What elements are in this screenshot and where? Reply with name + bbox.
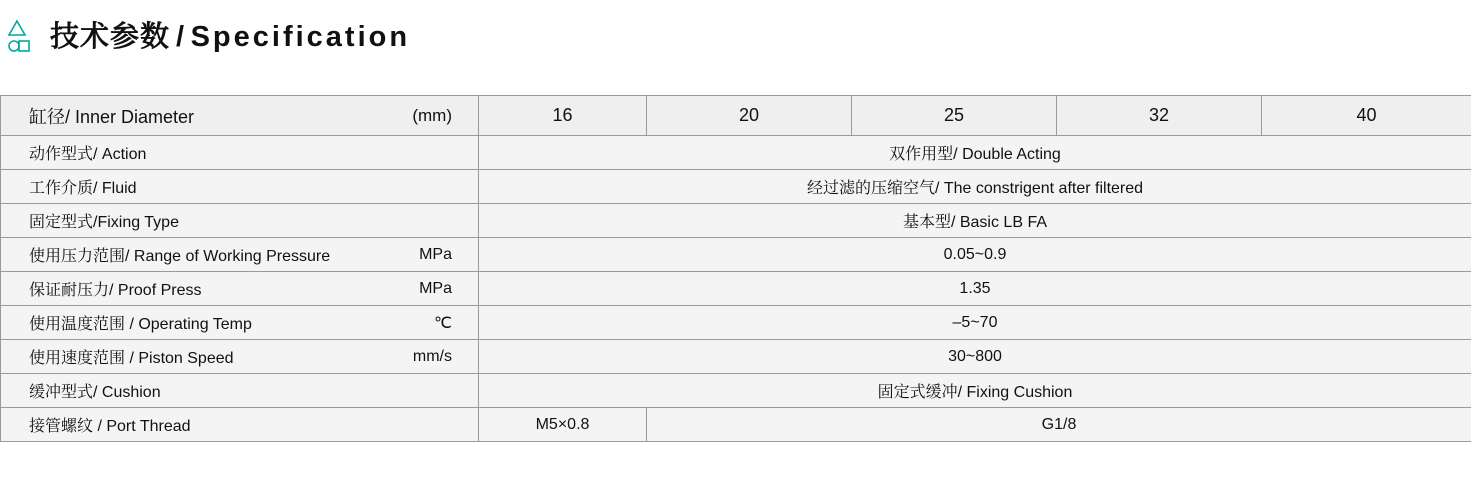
row-label-text: 缓冲型式/ Cushion <box>29 384 161 401</box>
row-label-unit: MPa <box>419 245 452 263</box>
row-label-text: 保证耐压力/ Proof Press <box>29 282 202 299</box>
size-cell-20: 20 <box>647 96 852 136</box>
row-label-fixing-type <box>1 204 479 238</box>
row-label-text: 固定型式/Fixing Type <box>29 214 179 231</box>
table-header-row <box>1 96 1471 136</box>
table-row <box>1 238 1471 272</box>
row-label-action <box>1 136 479 170</box>
row-value-working-pressure: 0.05~0.9 <box>479 238 1471 272</box>
row-value-fixing-type: 基本型/ Basic LB FA <box>479 204 1471 238</box>
row-label-text: 动作型式/ Action <box>29 146 147 163</box>
triangle-circle-square-logo-icon <box>6 17 40 57</box>
table-row <box>1 340 1471 374</box>
table-row <box>1 170 1471 204</box>
row-label-cushion <box>1 374 479 408</box>
row-value-action: 双作用型/ Double Acting <box>479 136 1471 170</box>
row-value-fluid: 经过滤的压缩空气/ The constrigent after filtered <box>479 170 1471 204</box>
row-label-proof-press <box>1 272 479 306</box>
page-title-cn: 技术参数 <box>50 20 171 53</box>
table-row <box>1 272 1471 306</box>
row-value-cushion: 固定式缓冲/ Fixing Cushion <box>479 374 1471 408</box>
row-value-port-thread-left: M5×0.8 <box>479 408 647 442</box>
table-row <box>1 136 1471 170</box>
row-label-text: 接管螺纹 / Port Thread <box>29 418 191 435</box>
row-label-text: 使用压力范围/ Range of Working Pressure <box>29 248 331 265</box>
table-row <box>1 408 1471 442</box>
page-header <box>0 0 1471 62</box>
header-label-cell <box>1 96 479 136</box>
header-label-unit: (mm) <box>412 105 452 125</box>
row-label-text: 工作介质/ Fluid <box>29 180 137 197</box>
size-cell-25: 25 <box>852 96 1057 136</box>
row-label-unit: ℃ <box>434 314 452 332</box>
table-row <box>1 374 1471 408</box>
row-label-text: 使用温度范围 / Operating Temp <box>29 316 252 333</box>
row-label-unit: mm/s <box>412 347 452 365</box>
row-label-port-thread <box>1 408 479 442</box>
page-title <box>50 20 411 53</box>
size-cell-40: 40 <box>1262 96 1471 136</box>
size-cell-32: 32 <box>1057 96 1262 136</box>
table-row <box>1 204 1471 238</box>
size-cell-16: 16 <box>479 96 647 136</box>
row-label-text: 使用速度范围 / Piston Speed <box>29 350 234 367</box>
row-label-operating-temp <box>1 306 479 340</box>
row-label-piston-speed <box>1 340 479 374</box>
specification-table-wrap <box>0 95 1471 442</box>
row-label-working-pressure <box>1 238 479 272</box>
specification-table <box>0 95 1471 442</box>
row-label-fluid <box>1 170 479 204</box>
page-title-separator: / <box>176 20 185 53</box>
row-value-operating-temp: –5~70 <box>479 306 1471 340</box>
row-value-piston-speed: 30~800 <box>479 340 1471 374</box>
row-value-port-thread-right: G1/8 <box>647 408 1471 442</box>
header-label-text: 缸径/ Inner Diameter <box>29 106 195 127</box>
row-value-proof-press: 1.35 <box>479 272 1471 306</box>
page-title-en: Specification <box>190 20 411 53</box>
row-label-unit: MPa <box>419 279 452 297</box>
table-row <box>1 306 1471 340</box>
